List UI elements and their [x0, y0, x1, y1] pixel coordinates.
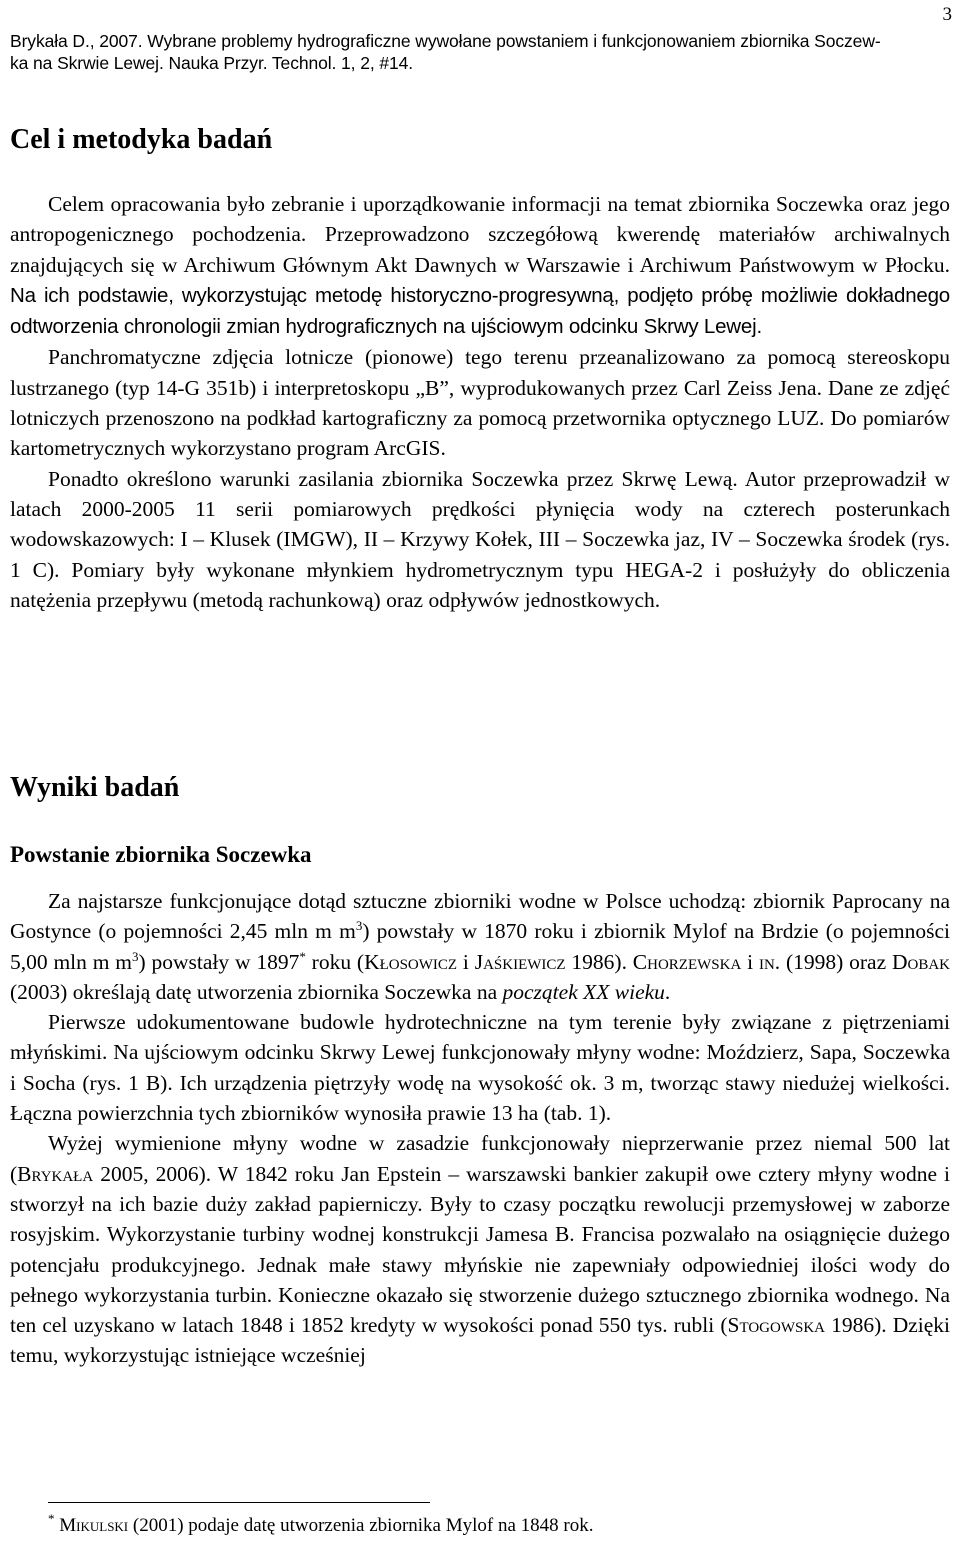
- text-run: Wyżej wymienione młyny wodne w zasadzie funkcjonowały nieprzerwanie przez niemal 500 lat (: [10, 1131, 950, 1186]
- methods-paragraph-1: [10, 189, 950, 342]
- methods-paragraph-1-part-a: Celem opracowania było zebranie i uporządkowanie informacji na temat zbiornika Soczewka oraz jego antropogenicznego pochodzenia. Przeprowadzono szczegółową kwerendę materiałów archiwalnych znajdujących się w Archiwum Głównym Akt Dawnych w Warszawie i Archiwum Państwowym w Płocku.: [10, 192, 950, 277]
- running-header: [10, 30, 948, 74]
- text-run: roku (: [305, 949, 365, 974]
- text-run: ) powstały w 1870 roku i zbiornik Mylof na Brdzie (o pojemności 5,00 mln m m: [10, 919, 950, 974]
- text-run: 1986).: [565, 949, 633, 974]
- footnote-text: (2001) podaje datę utworzenia zbiornika Mylof na 1848 rok.: [128, 1515, 594, 1536]
- text-run: i: [741, 949, 759, 974]
- citation-author: Dobak: [891, 949, 950, 974]
- subsection-heading: Powstanie zbiornika Soczewka: [10, 842, 312, 867]
- citation-author: Jaśkiewicz: [474, 949, 566, 974]
- citation-author: Stogowska: [727, 1313, 826, 1338]
- footnote-mark: *: [48, 1511, 55, 1526]
- superscript: 3: [132, 948, 139, 964]
- emphasis: początek XX wieku: [502, 979, 665, 1004]
- text-run: .: [664, 979, 671, 1004]
- text-run: . (1998) oraz: [774, 949, 892, 974]
- page-number: 3: [942, 4, 952, 25]
- text-run: 1986). Dzięki temu, wykorzystując istniejące wcześniej: [10, 1313, 951, 1368]
- citation-author: Brykała: [17, 1161, 94, 1186]
- section-heading-methods: Cel i metodyka badań: [10, 124, 273, 155]
- results-body: [10, 886, 950, 1371]
- methods-body: [10, 189, 950, 615]
- running-header-line-2: ka na Skrwie Lewej. Nauka Przyr. Technol. 1, 2, #14.: [10, 53, 414, 73]
- footnote: [48, 1511, 928, 1538]
- citation-author: in: [758, 949, 775, 974]
- results-paragraph-3: [10, 1128, 950, 1370]
- methods-paragraph-2: Panchromatyczne zdjęcia lotnicze (pionowe) tego terenu przeanalizowano za pomocą stereoskopu lustrzanego (typ 14-G 351b) i interpretoskopu „B”, wyprodukowanych przez Carl Zeiss Jena. Dane ze zdjęć lotniczych przenoszono na podkład kartograficzny za pomocą przetwornika optycznego LUZ. Do pomiarów kartometrycznych wykorzystano program ArcGIS.: [10, 345, 950, 461]
- results-paragraph-1: [10, 886, 950, 1007]
- citation-author: Kłosowicz: [364, 949, 458, 974]
- footnote-divider: [48, 1502, 430, 1503]
- methods-paragraph-3: Ponadto określono warunki zasilania zbiornika Soczewka przez Skrwę Lewą. Autor przeprowadził w latach 2000-2005 11 serii pomiarowych prędkości płynięcia wody na czterech posterunkach wodowskazowych: I – Klusek (IMGW), II – Krzywy Kołek, III – Soczewka jaz, IV – Soczewka środek (rys. 1 C). Pomiary były wykonane młynkiem hydrometrycznym typu HEGA-2 i posłużyły do obliczenia natężenia przepływu (metodą rachunkową) oraz odpływów jednostkowych.: [10, 466, 950, 612]
- text-run: 2005, 2006). W 1842 roku Jan Epstein – warszawski bankier zakupił owe cztery młyny wodne i stworzył na ich bazie duży zakład papierniczy. Były to czasy początku rewolucji przemysłowej w zaborze rosyjskim. Wykorzystanie turbiny wodnej konstrukcji Jamesa B. Francisa pozwalało na osiągnięcie dużego potencjału produkcyjnego. Jednak małe stawy młyńskie nie zapewniały odpowiedniej ilości wody do pełnego wykorzystania turbin. Konieczne okazało się stworzenie dużego sztucznego zbiornika wodnego. Na ten cel uzyskano w latach 1848 i 1852 kredyty w wysokości ponad 550 tys. rubli (: [10, 1161, 950, 1338]
- superscript: 3: [355, 918, 363, 934]
- citation-author: Chorzewska: [632, 949, 742, 974]
- section-heading-results: Wyniki badań: [10, 772, 180, 803]
- text-run: Za najstarsze funkcjonujące dotąd sztuczne zbiorniki wodne w Polsce uchodzą: zbiornik Paprocany na Gostynce (o pojemności 2,45 mln m m: [10, 889, 950, 944]
- running-header-line-1: Brykała D., 2007. Wybrane problemy hydrograficzne wywołane powstaniem i funkcjonowaniem zbiornika Soczew-: [10, 31, 881, 51]
- footnote-mark: *: [299, 948, 306, 964]
- text-run: i: [457, 949, 475, 974]
- results-paragraph-2: Pierwsze udokumentowane budowle hydrotechniczne na tym terenie były związane z piętrzeniami młyńskimi. Na ujściowym odcinku Skrwy Lewej funkcjonowały młyny wodne: Moździerz, Sapa, Soczewka i Socha (rys. 1 B). Ich urządzenia piętrzyły wodę na wysokość ok. 3 m, tworząc stawy niedużej wielkości. Łączna powierzchnia tych zbiorników wynosiła prawie 13 ha (tab. 1).: [10, 1010, 950, 1126]
- text-run: ) powstały w 1897: [138, 949, 300, 974]
- text-run: (2003) określają datę utworzenia zbiornika Soczewka na: [10, 979, 503, 1004]
- footnote-citation: Mikulski: [59, 1515, 129, 1536]
- methods-paragraph-1-part-b: Na ich podstawie, wykorzystując metodę historyczno-progresywną, podjęto próbę możliwie dokładnego odtworzenia chronologii zmian hydrograficznych na ujściowym odcinku Skrwy Lewej.: [10, 283, 950, 339]
